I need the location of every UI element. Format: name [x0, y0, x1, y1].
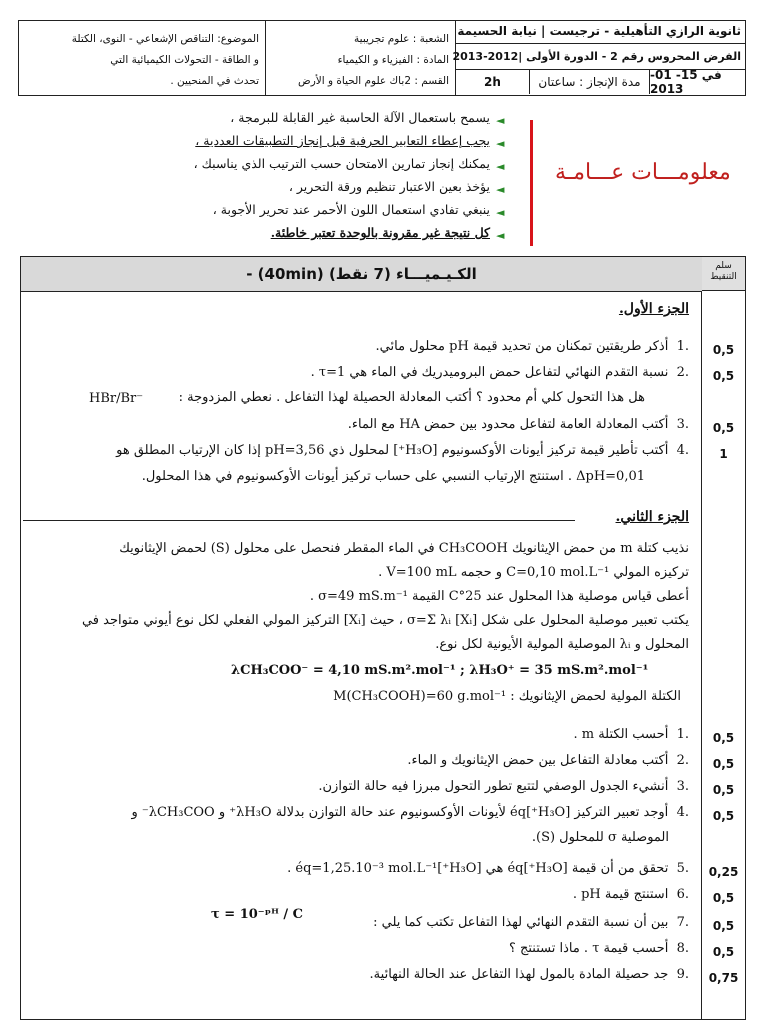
p1-question-1: .1 أذكر طريقتين تمكنان من تحديد قيمة pH محلول مائي. — [375, 339, 689, 354]
subject-label: المادة : الفيزياء و الكيمياء — [337, 54, 449, 66]
p2-question-4-cont: الموصلية σ للمحلول (S). — [531, 830, 669, 845]
p2-intro-4: يكتب تعبير موصلية المحلول على شكل σ=Σ λᵢ [Xᵢ] ، حيث [Xᵢ] التركيز المولي الفعلي لكل نوع أيوني متواجد في — [81, 613, 689, 628]
topic-line-2: و الطاقة - التحولات الكيميائية التي — [110, 54, 259, 66]
school-name: ثانوية الرازي التأهيلية - ترجيست | نيابة الحسيمة — [457, 24, 741, 38]
red-divider-bar — [530, 120, 533, 246]
score: 0,25 — [708, 865, 739, 879]
p2-question-7: .7 بين أن نسبة التقدم النهائي لهذا التفاعل تكتب كما يلي : — [373, 915, 689, 930]
score: 0,5 — [712, 809, 735, 823]
info-item: يجب إعطاء التعابير الحرفية قبل إنجاز التطبيقات العددية ، — [195, 133, 490, 148]
chemistry-exercise-frame — [20, 256, 746, 1020]
p2-question-1: .1 أحسب الكتلة m . — [573, 727, 689, 742]
branch-label: الشعبة : علوم تجريبية — [354, 33, 449, 45]
score: 0,5 — [712, 783, 735, 797]
duration-label: مدة الإنجاز : ساعتان — [529, 70, 649, 94]
molar-mass-note: الكتلة المولية لحمض الإيثانويك : M(CH₃COOH)=60 g.mol⁻¹ — [333, 689, 681, 704]
p1-question-2b: هل هذا التحول كلي أم محدود ؟ أكتب المعادلة الحصيلة لهذا التفاعل . نعطي المزدوجة : — [178, 390, 645, 405]
p2-question-5: .5 تحقق من أن قيمة [H₃O⁺]éq هي [H₃O⁺]éq=1,25.10⁻³ mol.L⁻¹ . — [287, 861, 689, 876]
topic-line-3: تحدث في المنحيين . — [170, 75, 259, 87]
score: 0,5 — [712, 891, 735, 905]
part1-title: الجزء الأول. — [618, 301, 689, 317]
score: 0,75 — [708, 971, 739, 985]
p2-question-8: .8 أحسب قيمة τ . ماذا تستنتج ؟ — [508, 941, 689, 956]
score: 0,5 — [712, 945, 735, 959]
info-item: يمكنك إنجاز تمارين الامتحان حسب الترتيب الذي يناسبك ، — [193, 156, 490, 171]
section-title: الكـيـميـــاء (7 نقط) (40min) - — [21, 257, 702, 292]
p2-question-3: .3 أنشيء الجدول الوصفي لتتبع تطور التحول مبرزا فيه حالة التوازن. — [318, 779, 689, 794]
info-item: يؤخذ بعين الاعتبار تنظيم ورقة التحرير ، — [288, 179, 490, 194]
exam-title: الفرض المحروس رقم 2 - الدورة الأولى |2012-2013 — [452, 50, 741, 63]
score: 0,5 — [712, 369, 735, 383]
exam-header — [18, 20, 746, 96]
score: 0,5 — [712, 731, 735, 745]
score-header: سلم التنقيط — [702, 257, 745, 291]
p2-question-4: .4 أوجد تعبير التركيز [H₃O⁺]éq لأيونات الأوكسونيوم عند حالة التوازن بدلالة λH₃O⁺ و λCH₃COO⁻ و — [131, 805, 689, 820]
info-item: يسمح باستعمال الآلة الحاسبة غير القابلة للبرمجة ، — [230, 110, 490, 125]
topic-cell — [19, 21, 265, 95]
date-duration-row — [456, 69, 745, 94]
p2-intro-2: تركيزه المولي C=0,10 mol.L⁻¹ و حجمه V=100 mL . — [378, 565, 689, 580]
p1-question-3: .3 أكتب المعادلة العامة لتفاعل محدود بين حمض HA مع الماء. — [347, 417, 689, 432]
bullet-arrow-icon: ◄ — [496, 206, 505, 219]
p2-intro-1: نذيب كتلة m من حمض الإيثانويك CH₃COOH في الماء المقطر فنحصل على محلول (S) لحمض الإيثانويك — [119, 541, 689, 556]
bullet-arrow-icon: ◄ — [496, 183, 505, 196]
topic-line-1: الموضوع: التناقص الإشعاعي - النوى، الكتلة — [71, 33, 259, 45]
general-info — [0, 104, 768, 254]
exam-date: في 15- 01- 2013 — [649, 70, 745, 94]
score: 0,5 — [712, 421, 735, 435]
p2-question-2: .2 أكتب معادلة التفاعل بين حمض الإيثانويك و الماء. — [407, 753, 689, 768]
bullet-arrow-icon: ◄ — [496, 160, 505, 173]
p2-question-9: .9 جد حصيلة المادة بالمول لهذا التفاعل عند الحالة النهائية. — [369, 967, 689, 982]
p2-question-6: .6 استنتج قيمة pH . — [572, 887, 689, 902]
score: 1 — [719, 447, 728, 461]
general-info-title: معلومـــات عـــامـة — [555, 160, 731, 185]
p1-question-4b: ΔpH=0,01 . استنتج الإرتياب النسبي على حساب تركيز أيونات الأوكسونيوم في هذا المحلول. — [141, 469, 645, 484]
p1-question-2a: .2 نسبة التقدم النهائي لتفاعل حمض البروميدريك في الماء هي τ=1 . — [310, 365, 689, 380]
part2-title: الجزء الثاني. — [615, 509, 689, 525]
bullet-arrow-icon: ◄ — [496, 137, 505, 150]
p2-intro-5: المحلول و λᵢ الموصلية المولية الأيونية لكل نوع. — [435, 637, 689, 652]
score: 0,5 — [712, 919, 735, 933]
score: 0,5 — [712, 757, 735, 771]
score: 0,5 — [712, 343, 735, 357]
class-info-cell — [265, 21, 455, 95]
info-item: ينبغي تفادي استعمال اللون الأحمر عند تحرير الأجوبة ، — [212, 202, 490, 217]
p2-intro-3: أعطى قياس موصلية هذا المحلول عند 25°C القيمة σ=49 mS.m⁻¹ . — [309, 589, 689, 604]
school-info-cell — [452, 21, 745, 96]
p1-question-4a: .4 أكتب تأطير قيمة تركيز أيونات الأوكسونيوم [H₃O⁺] لمحلول ذي pH=3,56 إذا كان الإرتياب المطلق هو — [116, 443, 689, 458]
info-item: كل نتيجة غير مقرونة بالوحدة تعتبر خاطئة. — [270, 225, 490, 240]
bullet-arrow-icon: ◄ — [496, 114, 505, 127]
ionic-conductivities: λCH₃COO⁻ = 4,10 mS.m².mol⁻¹ ; λH₃O⁺ = 35 mS.m².mol⁻¹ — [231, 663, 649, 678]
duration-value: 2h — [484, 75, 501, 89]
redox-couple: HBr/Br⁻ — [89, 391, 144, 406]
bullet-arrow-icon: ◄ — [496, 229, 505, 242]
tau-formula: τ = 10⁻ᵖᴴ / C — [211, 907, 304, 922]
part-separator — [23, 520, 575, 521]
class-label: القسم : 2باك علوم الحياة و الأرض — [298, 75, 449, 87]
